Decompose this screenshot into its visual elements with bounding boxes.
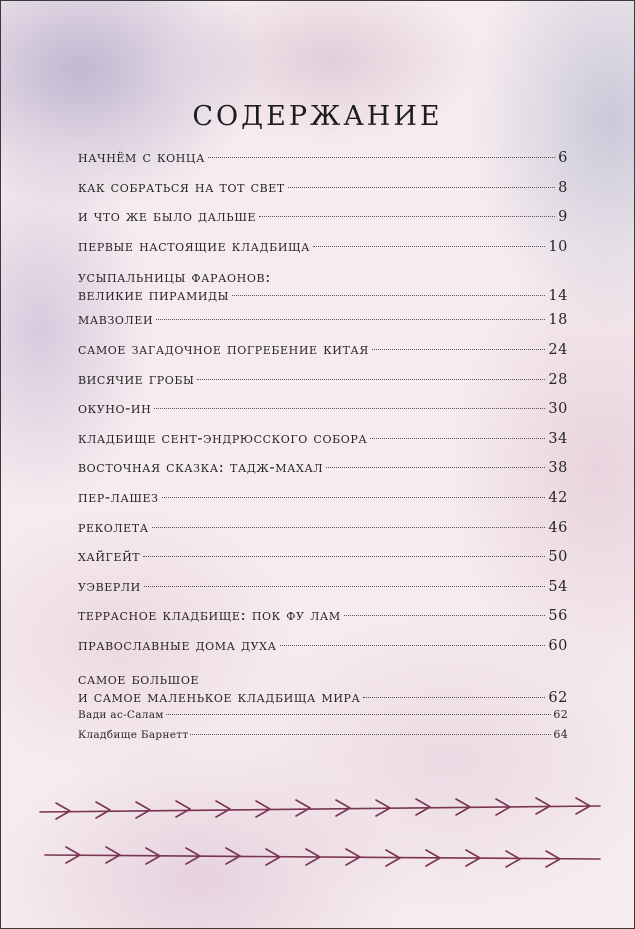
toc-entry-label-line1: самое большое (78, 669, 200, 688)
toc-entry-label: хайгейт (78, 547, 141, 566)
decorative-branch-border-top (0, 790, 635, 830)
leader-dots (313, 246, 545, 247)
toc-entry[interactable] (78, 636, 568, 666)
toc-entry-label: первые настоящие кладбища (78, 236, 311, 255)
toc-entry-page: 54 (548, 578, 568, 595)
leader-dots (144, 586, 545, 587)
leader-dots (143, 556, 545, 557)
toc-entry-label: мавзолеи (78, 310, 154, 329)
toc-entry-page: 50 (548, 549, 568, 566)
toc-subentry[interactable] (78, 708, 568, 728)
leader-dots (190, 734, 551, 735)
toc-entry-label: окуно-ин (78, 399, 152, 418)
toc-entry[interactable] (78, 207, 568, 237)
toc-entry-label: великие пирамиды (78, 286, 230, 305)
leader-dots (162, 497, 546, 498)
toc-entry[interactable] (78, 340, 568, 370)
toc-subentry[interactable] (78, 728, 568, 748)
toc-entry-page: 18 (548, 312, 568, 329)
toc-entry-page: 42 (548, 489, 568, 506)
toc-entry-label: висячие гробы (78, 369, 195, 388)
leader-dots (280, 645, 546, 646)
toc-entry-page: 9 (558, 209, 568, 226)
leader-dots (326, 467, 545, 468)
leader-dots (259, 216, 555, 217)
toc-entry[interactable] (78, 670, 568, 706)
toc-entry-label: пер-лашез (78, 487, 159, 506)
toc-entry-label: восточная сказка: тадж-махал (78, 458, 324, 477)
toc-entry-page: 8 (558, 179, 568, 196)
leader-dots (344, 615, 546, 616)
leader-dots (363, 697, 545, 698)
toc-entry-page: 6 (558, 150, 568, 166)
toc-entry-label-line1: усыпальницы фараонов: (78, 268, 271, 287)
leader-dots (156, 319, 545, 320)
toc-entry[interactable] (78, 178, 568, 208)
toc-entry-page: 46 (548, 519, 568, 536)
toc-entry-page: 24 (548, 341, 568, 358)
toc-entry-label: самое загадочное погребение китая (78, 339, 369, 358)
leader-dots (370, 438, 545, 439)
decorative-branch-border-bottom (0, 835, 635, 875)
leader-dots (154, 408, 545, 409)
toc-entry[interactable] (78, 310, 568, 340)
toc-entry[interactable] (78, 547, 568, 577)
toc-entry-label: террасное кладбище: пок фу лам (78, 606, 341, 625)
leader-dots (288, 187, 555, 188)
leader-dots (197, 379, 545, 380)
toc-entry-page: 56 (548, 608, 568, 625)
toc-entry[interactable] (78, 488, 568, 518)
leader-dots (166, 714, 552, 715)
toc-entry-page: 14 (548, 288, 568, 305)
toc-entry-label: как собраться на тот свет (78, 177, 285, 196)
toc-subentry-label: Вади ас-Салам (78, 708, 164, 721)
toc-subentry-page: 64 (553, 727, 568, 741)
toc-entry-page: 28 (548, 371, 568, 388)
toc-entry[interactable] (78, 237, 568, 267)
table-of-contents (78, 148, 568, 748)
toc-entry-label: и самое маленькое кладбища мира (78, 687, 361, 706)
toc-entry-page: 38 (548, 460, 568, 477)
leader-dots (208, 157, 555, 158)
toc-entry-page: 60 (548, 637, 568, 654)
toc-entry-page: 10 (548, 238, 568, 255)
toc-entry[interactable] (78, 370, 568, 400)
leader-dots (372, 349, 545, 350)
toc-entry[interactable] (78, 577, 568, 607)
toc-entry-label: уэверли (78, 576, 141, 595)
toc-entry-page: 30 (548, 401, 568, 418)
toc-entry[interactable] (78, 518, 568, 548)
toc-entry[interactable] (78, 268, 568, 304)
toc-subentry-label: Кладбище Барнетт (78, 728, 189, 741)
toc-entry[interactable] (78, 429, 568, 459)
toc-entry[interactable] (78, 458, 568, 488)
toc-entry-label: православные дома духа (78, 635, 277, 654)
page-title: содержание (192, 90, 443, 134)
toc-entry-page: 34 (548, 430, 568, 447)
toc-entry-label: и что же было дальше (78, 207, 257, 226)
leader-dots (152, 527, 546, 528)
toc-entry-label: кладбище сент-эндрюсского собора (78, 428, 368, 447)
toc-entry[interactable] (78, 606, 568, 636)
toc-entry-label: реколета (78, 517, 149, 536)
toc-entry[interactable] (78, 399, 568, 429)
toc-entry[interactable] (78, 148, 568, 178)
leader-dots (232, 295, 545, 296)
toc-entry-label: начнём с конца (78, 148, 206, 166)
toc-entry-page: 62 (548, 689, 568, 706)
toc-subentry-page: 62 (553, 707, 568, 721)
